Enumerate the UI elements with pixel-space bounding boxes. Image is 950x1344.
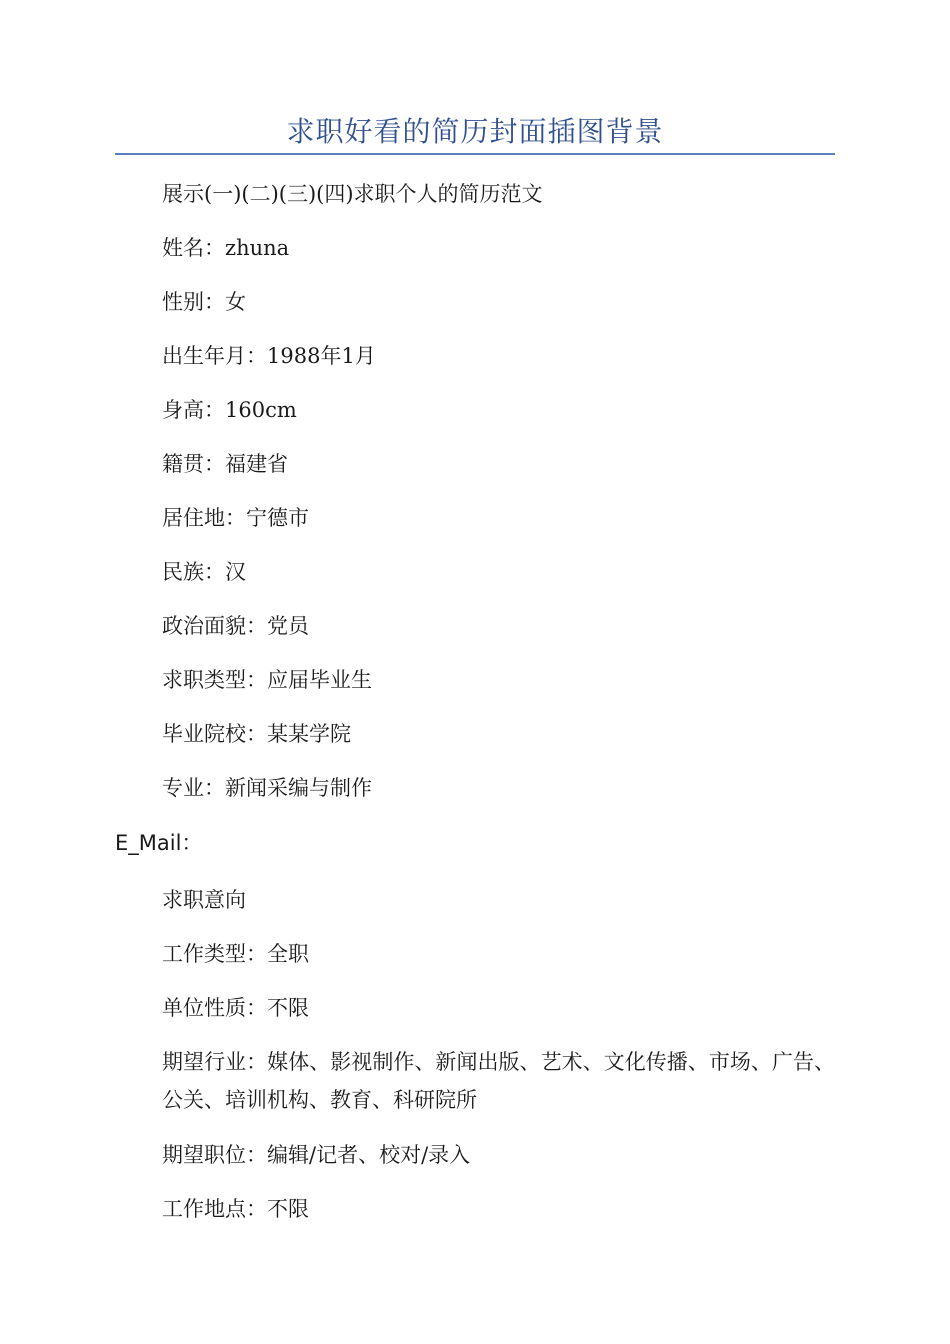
name-field: 姓名：zhuna: [162, 236, 290, 260]
height-field: 身高：160cm: [162, 398, 297, 422]
ethnicity-field: 民族：汉: [162, 560, 246, 584]
title-underline: [115, 153, 835, 155]
residence-field: 居住地：宁德市: [162, 506, 309, 530]
work-location-field: 工作地点：不限: [162, 1197, 309, 1221]
job-intention-heading: 求职意向: [162, 888, 246, 912]
employer-type-field: 单位性质：不限: [162, 996, 309, 1020]
email-field: E_Mail：: [115, 831, 203, 855]
political-status-field: 政治面貌：党员: [162, 614, 309, 638]
birthdate-field: 出生年月：1988年1月: [162, 344, 376, 368]
desired-position-field: 期望职位：编辑/记者、校对/录入: [162, 1143, 471, 1167]
intro-paragraph: 展示(一)(二)(三)(四)求职个人的简历范文: [162, 182, 543, 206]
work-type-field: 工作类型：全职: [162, 942, 309, 966]
job-type-field: 求职类型：应届毕业生: [162, 668, 372, 692]
document-title: 求职好看的简历封面插图背景: [286, 115, 664, 148]
school-field: 毕业院校：某某学院: [162, 722, 351, 746]
major-field: 专业：新闻采编与制作: [162, 776, 372, 800]
gender-field: 性别：女: [162, 290, 246, 314]
hometown-field: 籍贯：福建省: [162, 452, 288, 476]
desired-industry-field: 期望行业：媒体、影视制作、新闻出版、艺术、文化传播、市场、广告、公关、培训机构、教育、科研院所: [162, 1050, 835, 1112]
